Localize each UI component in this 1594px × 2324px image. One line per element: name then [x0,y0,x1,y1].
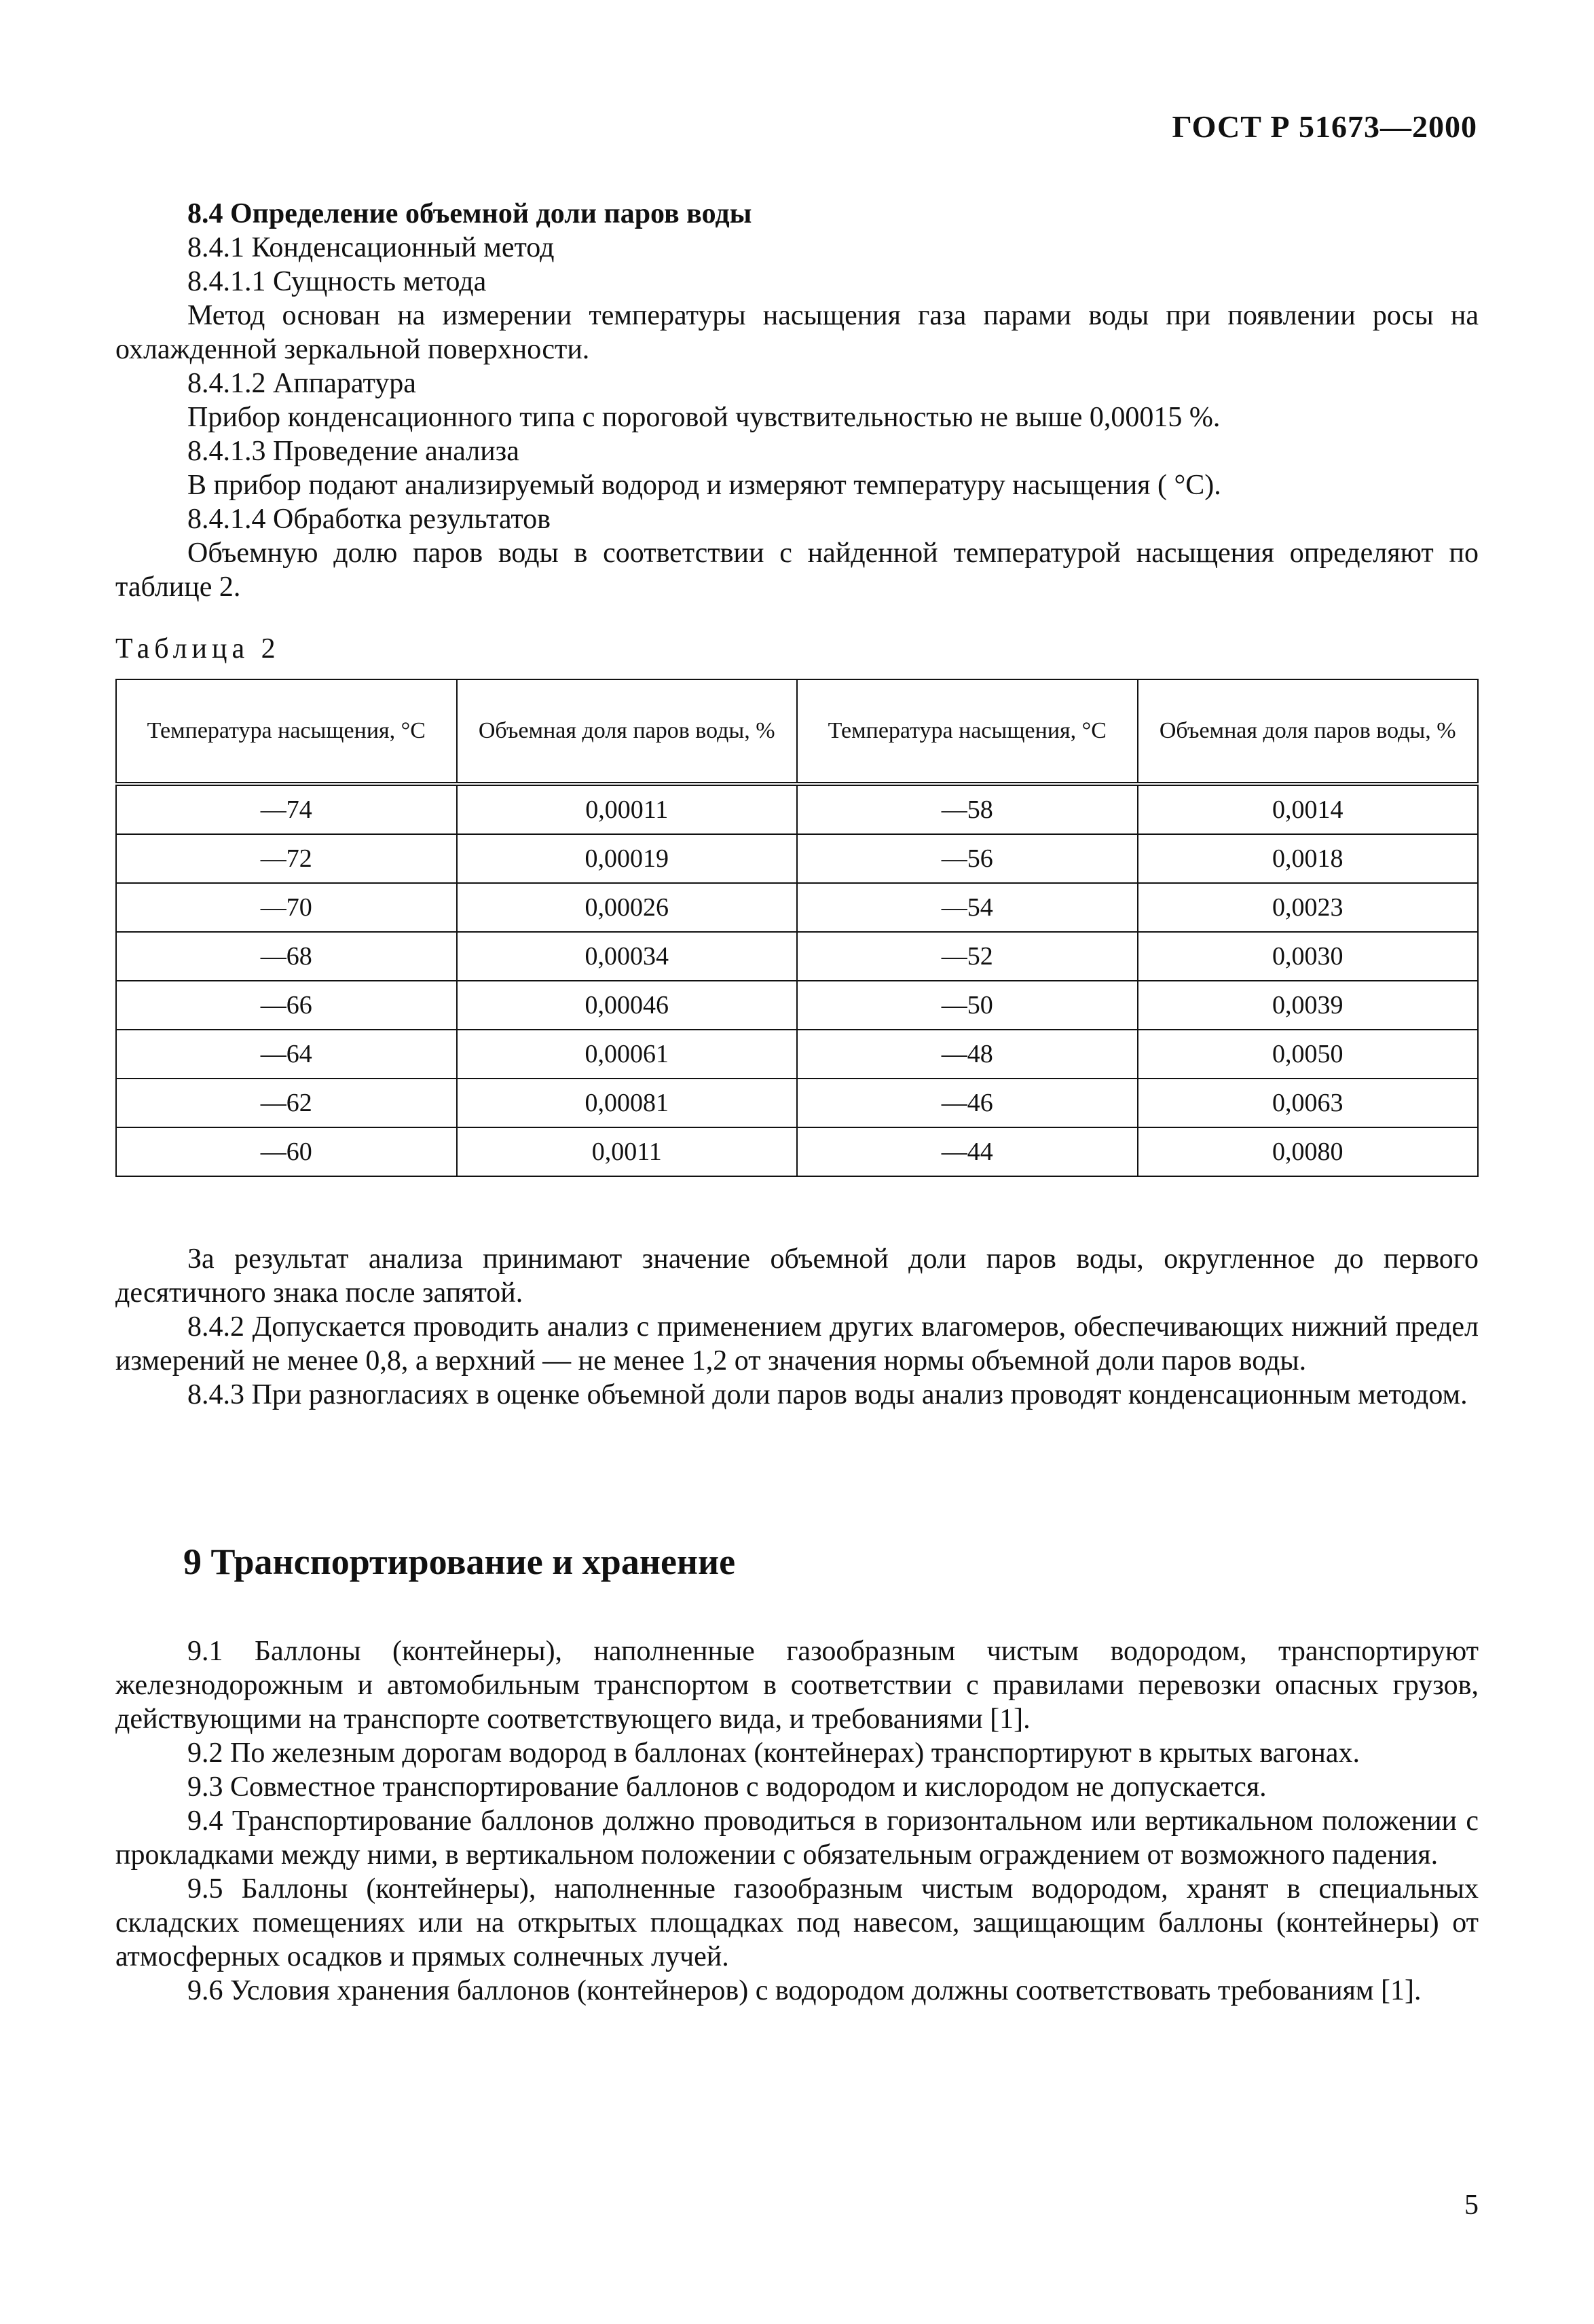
table-cell: 0,0063 [1138,1079,1479,1127]
paragraph: 8.4.1.2 Аппаратура [187,368,416,399]
paragraph: 9.4 Транспортирование баллонов должно проводиться в горизонтальном или вертикальном положении с прокладками между ними, в вертикальном положении с обязательным ограждением от возможного падения. [115,1805,1479,1871]
paragraph: 8.4.1.4 Обработка результатов [187,504,551,535]
table-row [116,1127,1478,1176]
paragraph: 8.4.1 Конденсационный метод [187,232,555,263]
table-row [116,834,1478,883]
section-9 [115,1634,1479,2008]
paragraph: В прибор подают анализируемый водород и измеряют температуру насыщения ( °С). [187,470,1221,501]
table-cell: 0,0018 [1138,834,1479,883]
table-cell: —72 [116,834,457,883]
section-9-title: 9 Транспортирование и хранение [183,1541,736,1582]
table-header-row [116,679,1478,784]
column-header: Объемная доля паров воды, % [457,679,798,784]
table-cell: —64 [116,1030,457,1079]
table-cell: —50 [797,981,1138,1030]
paragraph: 8.4.1.3 Проведение анализа [187,436,519,467]
paragraph: 8.4.2 Допускается проводить анализ с применением других влагомеров, обеспечивающих нижний предел измерений не менее 0,8, а верхний — не менее 1,2 от значения нормы объемной доли паров воды. [115,1311,1479,1376]
table-cell: —48 [797,1030,1138,1079]
table-cell: —54 [797,883,1138,932]
paragraph: 9.6 Условия хранения баллонов (контейнеров) с водородом должны соответствовать требованиям [1]. [187,1975,1422,2006]
paragraph: 9.2 По железным дорогам водород в баллонах (контейнерах) транспортируют в крытых вагонах. [187,1738,1360,1769]
table-cell: 0,0039 [1138,981,1479,1030]
paragraph: Объемную долю паров воды в соответствии с найденной температурой насыщения определяют по таблице 2. [115,538,1479,603]
table-cell: —70 [116,883,457,932]
after-table-text [115,1242,1479,1412]
table-cell: 0,00034 [457,932,798,981]
table-cell: —68 [116,932,457,981]
table-cell: —46 [797,1079,1138,1127]
table-cell: —62 [116,1079,457,1127]
table-cell: 0,0023 [1138,883,1479,932]
table-cell: 0,00046 [457,981,798,1030]
table-cell: 0,00026 [457,883,798,932]
table-cell: 0,0080 [1138,1127,1479,1176]
page-number: 5 [1464,2190,1479,2221]
paragraph: 8.4.3 При разногласиях в оценке объемной доли паров воды анализ проводят конденсационным методом. [187,1379,1468,1410]
paragraph: 9.3 Совместное транспортирование баллонов с водородом и кислородом не допускается. [187,1772,1267,1803]
saturation-table [115,679,1479,1177]
column-header: Температура насыщения, °С [116,679,457,784]
paragraph: 9.1 Баллоны (контейнеры), наполненные газообразным чистым водородом, транспортируют железнодорожным и автомобильным транспортом в соответствии с правилами перевозки опасных грузов, действующими на транспорте соответствующего вида, и требованиями [1]. [115,1636,1479,1735]
table-cell: 0,00081 [457,1079,798,1127]
column-header: Объемная доля паров воды, % [1138,679,1479,784]
table-caption: Таблица 2 [115,633,280,664]
table-cell: —56 [797,834,1138,883]
section-heading: 8.4 Определение объемной доли паров воды [187,198,752,229]
table-row [116,1079,1478,1127]
paragraph: Прибор конденсационного типа с пороговой чувствительностью не выше 0,00015 %. [187,402,1221,433]
table-cell: 0,0011 [457,1127,798,1176]
table-row [116,932,1478,981]
table-cell: —44 [797,1127,1138,1176]
table-cell: —52 [797,932,1138,981]
table-row [116,1030,1478,1079]
paragraph: За результат анализа принимают значение объемной доли паров воды, округленное до первого десятичного знака после запятой. [115,1243,1479,1309]
standard-code: ГОСТ Р 51673—2000 [1172,109,1477,144]
table-cell: —58 [797,784,1138,834]
paragraph: 8.4.1.1 Сущность метода [187,266,487,297]
table-cell: 0,0050 [1138,1030,1479,1079]
section-8-4 [115,197,1479,604]
table-cell: 0,0030 [1138,932,1479,981]
table-row [116,784,1478,834]
table-cell: 0,00019 [457,834,798,883]
table-cell: 0,00011 [457,784,798,834]
table-cell: 0,0014 [1138,784,1479,834]
table-cell: —60 [116,1127,457,1176]
paragraph: Метод основан на измерении температуры насыщения газа парами воды при появлении росы на охлажденной зеркальной поверхности. [115,300,1479,365]
table-cell: —66 [116,981,457,1030]
table-cell: 0,00061 [457,1030,798,1079]
table-row [116,883,1478,932]
table-row [116,981,1478,1030]
paragraph: 9.5 Баллоны (контейнеры), наполненные газообразным чистым водородом, хранят в специальных складских помещениях или на открытых площадках под навесом, защищающим баллоны (контейнеры) от атмосферных осадков и прямых солнечных лучей. [115,1873,1479,1972]
column-header: Температура насыщения, °С [797,679,1138,784]
table-cell: —74 [116,784,457,834]
